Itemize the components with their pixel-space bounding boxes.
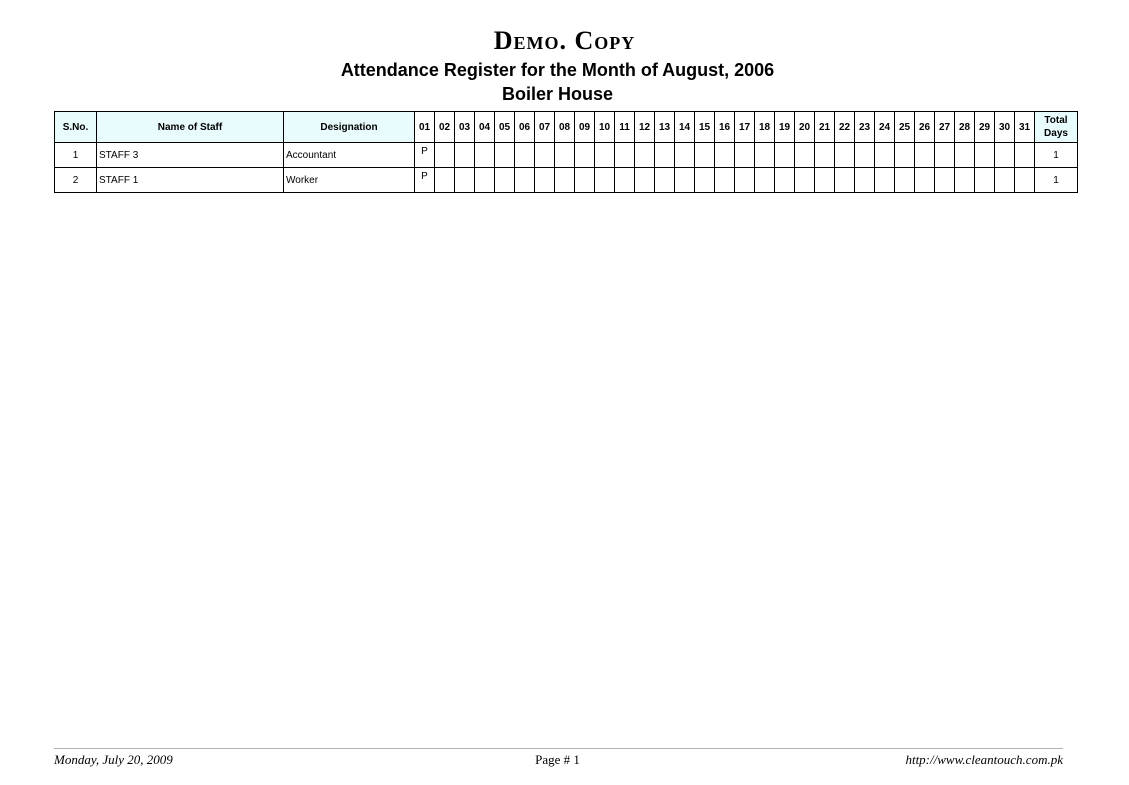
footer-page-number: Page # 1 [535,752,580,767]
attendance-mark-cell [435,143,455,168]
serial-number-cell: 1 [55,143,97,168]
attendance-mark-cell [475,143,495,168]
attendance-mark-cell [575,168,595,193]
day-header: 26 [915,112,935,143]
attendance-mark-cell [855,168,875,193]
attendance-mark-cell: P [415,143,435,168]
attendance-mark-cell [975,168,995,193]
attendance-mark-cell [455,143,475,168]
demo-copy-watermark: Demo. Copy [493,26,636,55]
attendance-mark-cell [655,143,675,168]
table-row [55,143,1078,168]
attendance-mark-cell [535,168,555,193]
day-header: 05 [495,112,515,143]
designation-cell: Worker [284,168,415,193]
day-header: 03 [455,112,475,143]
attendance-mark-cell [955,143,975,168]
attendance-mark-cell [815,168,835,193]
attendance-mark-cell [515,168,535,193]
attendance-mark-cell [835,168,855,193]
attendance-mark-cell [475,168,495,193]
attendance-mark-cell [975,143,995,168]
designation-cell: Accountant [284,143,415,168]
attendance-mark-cell [1015,168,1035,193]
day-header: 04 [475,112,495,143]
day-header: 19 [775,112,795,143]
attendance-mark-cell [535,143,555,168]
day-header: 09 [575,112,595,143]
attendance-mark-cell [655,168,675,193]
serial-number-cell: 2 [55,168,97,193]
day-header: 01 [415,112,435,143]
attendance-mark-cell [775,143,795,168]
attendance-mark-cell [895,168,915,193]
day-header: 22 [835,112,855,143]
attendance-mark-cell [895,143,915,168]
day-header: 17 [735,112,755,143]
attendance-mark-cell [495,168,515,193]
total-days-cell: 1 [1035,168,1078,193]
attendance-mark-cell [995,168,1015,193]
attendance-mark-cell [555,168,575,193]
attendance-mark-cell [835,143,855,168]
attendance-mark-cell [755,143,775,168]
total-days-header-line2: Days [1044,128,1068,139]
attendance-mark-cell [455,168,475,193]
attendance-mark-cell [775,168,795,193]
attendance-mark-cell [815,143,835,168]
staff-name-header: Name of Staff [97,112,284,143]
day-header: 27 [935,112,955,143]
attendance-mark-cell [995,143,1015,168]
attendance-table [54,111,1078,193]
attendance-mark-cell [795,143,815,168]
designation-header: Designation [284,112,415,143]
day-header: 07 [535,112,555,143]
day-header: 20 [795,112,815,143]
attendance-mark-cell [515,143,535,168]
attendance-mark-cell [715,168,735,193]
attendance-mark-cell [635,168,655,193]
day-header: 14 [675,112,695,143]
day-header: 18 [755,112,775,143]
attendance-mark-cell [795,168,815,193]
attendance-mark-cell [715,143,735,168]
attendance-mark-cell [735,168,755,193]
attendance-mark-cell [935,168,955,193]
footer-url: http://www.cleantouch.com.pk [905,752,1063,767]
department-subtitle: Boiler House [501,84,614,104]
report-title: Attendance Register for the Month of August, 2006 [340,60,775,80]
day-header: 29 [975,112,995,143]
staff-name-cell: STAFF 3 [97,143,284,168]
day-header: 06 [515,112,535,143]
attendance-mark-cell [1015,143,1035,168]
attendance-mark-cell [615,168,635,193]
attendance-mark-cell [555,143,575,168]
footer-date: Monday, July 20, 2009 [54,752,173,767]
footer-divider [54,748,1063,749]
attendance-mark-cell [875,143,895,168]
day-header: 30 [995,112,1015,143]
attendance-mark-cell [875,168,895,193]
day-header: 16 [715,112,735,143]
day-header: 12 [635,112,655,143]
day-header: 28 [955,112,975,143]
day-header: 21 [815,112,835,143]
day-header: 08 [555,112,575,143]
attendance-mark-cell [435,168,455,193]
attendance-mark-cell [755,168,775,193]
sno-header: S.No. [55,112,97,143]
attendance-mark-cell [935,143,955,168]
total-days-header-line1: Total [1044,115,1068,126]
attendance-mark-cell [675,168,695,193]
day-header: 11 [615,112,635,143]
staff-name-cell: STAFF 1 [97,168,284,193]
attendance-mark-cell [695,143,715,168]
attendance-mark-cell: P [415,168,435,193]
table-row [55,168,1078,193]
attendance-mark-cell [595,143,615,168]
total-days-cell: 1 [1035,143,1078,168]
total-days-header [1035,112,1078,143]
attendance-mark-cell [915,143,935,168]
day-header: 24 [875,112,895,143]
attendance-mark-cell [595,168,615,193]
attendance-mark-cell [695,168,715,193]
attendance-mark-cell [575,143,595,168]
attendance-mark-cell [735,143,755,168]
day-header: 23 [855,112,875,143]
attendance-mark-cell [675,143,695,168]
attendance-mark-cell [495,143,515,168]
attendance-mark-cell [635,143,655,168]
attendance-mark-cell [615,143,635,168]
attendance-mark-cell [855,143,875,168]
attendance-mark-cell [915,168,935,193]
day-header: 15 [695,112,715,143]
day-header: 10 [595,112,615,143]
day-header: 02 [435,112,455,143]
day-header: 31 [1015,112,1035,143]
attendance-mark-cell [955,168,975,193]
table-header-row [55,112,1078,143]
day-header: 25 [895,112,915,143]
day-header: 13 [655,112,675,143]
